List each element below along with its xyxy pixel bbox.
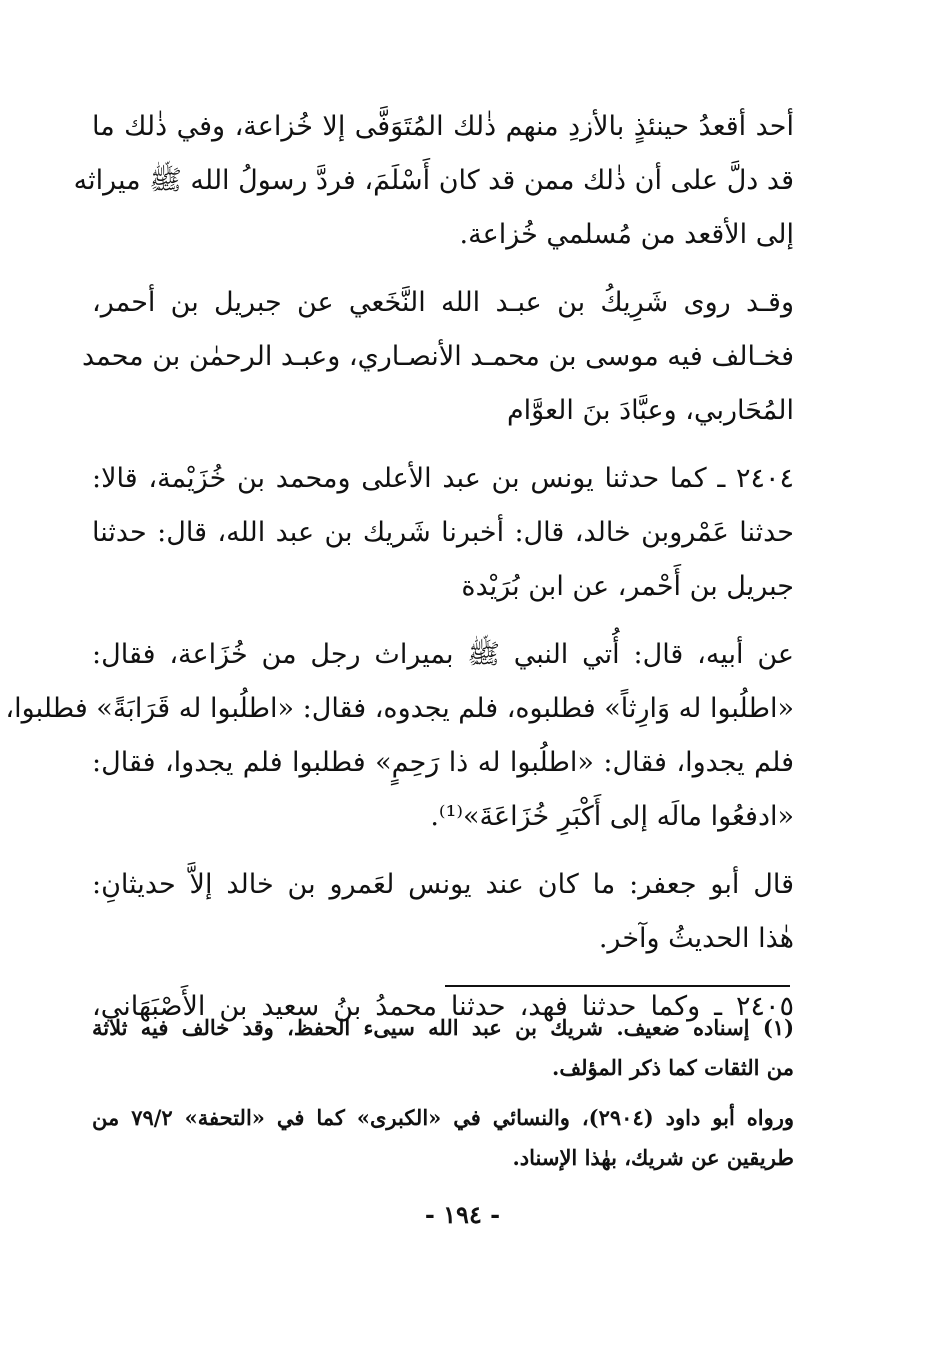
text-line: ٢٤٠٥ ـ وكما حدثنا فهد، حدثنا محمدُ بنُ سعيد بن الأَصْبَهَاني، bbox=[92, 991, 794, 1022]
hadith-2404 bbox=[92, 452, 794, 614]
footnote-2 bbox=[92, 1098, 794, 1178]
paragraph-1 bbox=[73, 100, 794, 262]
paragraph-4 bbox=[5, 628, 794, 844]
main-text bbox=[5, 100, 794, 1034]
footnote-line: (١) إسناده ضعيف. شريك بن عبد الله سيىء الحفظ، وقد خالف فيه ثلاثة bbox=[92, 1015, 794, 1040]
footnote-line: طريقين عن شريك، بهٰذا الإسناد. bbox=[512, 1145, 794, 1170]
text-line: قد دلَّ على أن ذٰلك ممن قد كان أَسْلَمَ، فردَّ رسولُ الله ﷺ ميراثه bbox=[73, 165, 794, 196]
text-line: ٢٤٠٤ ـ كما حدثنا يونس بن عبد الأعلى ومحمد بن خُزَيْمة، قالا: bbox=[92, 463, 794, 494]
paragraph-5 bbox=[92, 858, 794, 966]
text-line: المُحَاربي، وعبَّادَ بنَ العوَّام bbox=[506, 395, 794, 426]
text-line: وقـد روى شَرِيكُ بن عبـد الله النَّخَعي عن جبريل بن أحمر، bbox=[92, 287, 794, 318]
footnote-1 bbox=[92, 1008, 794, 1088]
text-line: «اطلُبوا له وَارِثاً» فطلبوه، فلم يجدوه، فقال: «اطلُبوا له قَرَابَةً» فطلبوا، bbox=[5, 693, 794, 724]
text-line: «ادفعُوا مالَه إلى أَكْبَرِ خُزَاعَةَ»⁽¹⁾. bbox=[430, 801, 794, 832]
text-line: هٰذا الحديثُ وآخر. bbox=[598, 923, 794, 954]
text-line: فخـالف فيه موسى بن محمـد الأنصـاري، وعبـد الرحمٰن بن محمد bbox=[81, 341, 794, 372]
text-line: أحد أقعدُ حينئذٍ بالأزدِ منهم ذٰلك المُتَوَفَّى إلا خُزاعة، وفي ذٰلك ما bbox=[92, 111, 794, 142]
text-line: قال أبو جعفر: ما كان عند يونس لعَمرو بن خالد إلاَّ حديثانِ: bbox=[92, 869, 794, 900]
text-line: عن أبيه، قال: أُتي النبي ﷺ بميراث رجل من خُزَاعة، فقال: bbox=[92, 639, 794, 670]
footnotes bbox=[92, 1008, 794, 1178]
text-line: فلم يجدوا، فقال: «اطلُبوا له ذا رَحِمٍ» فطلبوا فلم يجدوا، فقال: bbox=[92, 747, 794, 778]
footnote-line: من الثقات كما ذكر المؤلف. bbox=[552, 1055, 794, 1080]
text-line: حدثنا عَمْروبن خالد، قال: أخبرنا شَريك بن عبد الله، قال: حدثنا bbox=[92, 517, 794, 548]
footnote-line: ورواه أبو داود (٢٩٠٤)، والنسائي في «الكبرى» كما في «التحفة» ٧٩/٢ من bbox=[92, 1105, 794, 1130]
text-line: إلى الأقعد من مُسلمي خُزاعة. bbox=[459, 219, 794, 250]
footnote-divider bbox=[445, 985, 790, 987]
text-line: جبريل بن أَحْمر، عن ابن بُرَيْدة bbox=[461, 571, 794, 602]
paragraph-2 bbox=[81, 276, 794, 438]
page-number: - ١٩٤ - bbox=[424, 1200, 501, 1229]
